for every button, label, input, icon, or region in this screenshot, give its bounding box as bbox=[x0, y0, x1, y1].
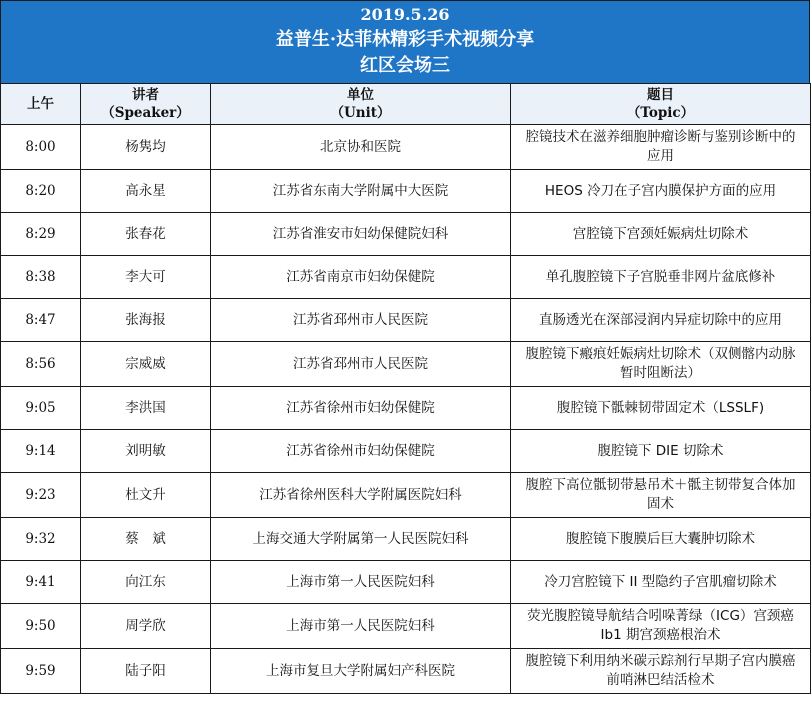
topic-cell: 腹腔镜下利用纳米碳示踪剂行早期子宫内膜癌前哨淋巴结活检术 bbox=[511, 649, 811, 694]
session-date: 2019.5.26 bbox=[360, 5, 450, 24]
header-topic-en: （Topic） bbox=[626, 105, 695, 121]
speaker-cell: 陆子阳 bbox=[81, 649, 211, 694]
speaker-cell: 蔡 斌 bbox=[81, 518, 211, 561]
table-row bbox=[1, 213, 811, 256]
table-header-row bbox=[1, 84, 811, 125]
time-cell: 8:47 bbox=[1, 299, 81, 342]
unit-cell: 上海市第一人民医院妇科 bbox=[211, 561, 511, 604]
session-title: 益普生·达菲林精彩手术视频分享 bbox=[275, 29, 535, 50]
speaker-cell: 张海报 bbox=[81, 299, 211, 342]
speaker-cell: 高永星 bbox=[81, 170, 211, 213]
time-cell: 9:59 bbox=[1, 649, 81, 694]
unit-cell: 江苏省徐州医科大学附属医院妇科 bbox=[211, 473, 511, 518]
time-cell: 9:41 bbox=[1, 561, 81, 604]
unit-cell: 江苏省东南大学附属中大医院 bbox=[211, 170, 511, 213]
unit-cell: 上海市第一人民医院妇科 bbox=[211, 604, 511, 649]
unit-cell: 江苏省徐州市妇幼保健院 bbox=[211, 430, 511, 473]
time-cell: 8:38 bbox=[1, 256, 81, 299]
topic-cell: 腹腔镜下 DIE 切除术 bbox=[511, 430, 811, 473]
session-venue: 红区会场三 bbox=[360, 55, 450, 76]
table-row bbox=[1, 561, 811, 604]
header-speaker-cn: 讲者 bbox=[132, 87, 159, 103]
topic-cell: 腹腔镜下腹膜后巨大囊肿切除术 bbox=[511, 518, 811, 561]
unit-cell: 江苏省邳州市人民医院 bbox=[211, 299, 511, 342]
speaker-cell: 张春花 bbox=[81, 213, 211, 256]
speaker-cell: 周学欣 bbox=[81, 604, 211, 649]
table-row bbox=[1, 256, 811, 299]
header-topic-cn: 题目 bbox=[647, 87, 674, 103]
topic-cell: HEOS 冷刀在子宫内膜保护方面的应用 bbox=[511, 170, 811, 213]
schedule-banner bbox=[0, 0, 810, 83]
header-time: 上午 bbox=[1, 84, 81, 125]
time-cell: 9:23 bbox=[1, 473, 81, 518]
time-cell: 8:20 bbox=[1, 170, 81, 213]
speaker-cell: 刘明敏 bbox=[81, 430, 211, 473]
time-cell: 9:14 bbox=[1, 430, 81, 473]
header-unit-cn: 单位 bbox=[347, 87, 374, 103]
time-cell: 8:56 bbox=[1, 342, 81, 387]
time-cell: 9:50 bbox=[1, 604, 81, 649]
speaker-cell: 杨隽均 bbox=[81, 125, 211, 170]
header-speaker bbox=[81, 84, 211, 125]
unit-cell: 上海市复旦大学附属妇产科医院 bbox=[211, 649, 511, 694]
table-row bbox=[1, 518, 811, 561]
header-unit bbox=[211, 84, 511, 125]
table-row bbox=[1, 473, 811, 518]
speaker-cell: 向江东 bbox=[81, 561, 211, 604]
speaker-cell: 李洪国 bbox=[81, 387, 211, 430]
header-unit-en: （Unit） bbox=[330, 105, 391, 121]
time-cell: 9:32 bbox=[1, 518, 81, 561]
topic-cell: 宫腔镜下宫颈妊娠病灶切除术 bbox=[511, 213, 811, 256]
table-row bbox=[1, 170, 811, 213]
speaker-cell: 宗威威 bbox=[81, 342, 211, 387]
table-row bbox=[1, 125, 811, 170]
speaker-cell: 李大可 bbox=[81, 256, 211, 299]
time-cell: 8:00 bbox=[1, 125, 81, 170]
topic-cell: 腹腔镜下骶棘韧带固定术（LSSLF) bbox=[511, 387, 811, 430]
table-row bbox=[1, 649, 811, 694]
table-row bbox=[1, 430, 811, 473]
topic-cell: 腔镜技术在滋养细胞肿瘤诊断与鉴别诊断中的应用 bbox=[511, 125, 811, 170]
unit-cell: 江苏省南京市妇幼保健院 bbox=[211, 256, 511, 299]
unit-cell: 上海交通大学附属第一人民医院妇科 bbox=[211, 518, 511, 561]
unit-cell: 江苏省淮安市妇幼保健院妇科 bbox=[211, 213, 511, 256]
topic-cell: 荧光腹腔镜导航结合吲哚菁绿（ICG）宫颈癌 Ib1 期宫颈癌根治术 bbox=[511, 604, 811, 649]
speaker-cell: 杜文升 bbox=[81, 473, 211, 518]
topic-cell: 腹腔镜下瘢痕妊娠病灶切除术（双侧髂内动脉暂时阻断法） bbox=[511, 342, 811, 387]
time-cell: 8:29 bbox=[1, 213, 81, 256]
table-row bbox=[1, 342, 811, 387]
header-topic bbox=[511, 84, 811, 125]
unit-cell: 江苏省徐州市妇幼保健院 bbox=[211, 387, 511, 430]
topic-cell: 冷刀宫腔镜下 II 型隐约子宫肌瘤切除术 bbox=[511, 561, 811, 604]
topic-cell: 腹腔下高位骶韧带悬吊术＋骶主韧带复合体加固术 bbox=[511, 473, 811, 518]
table-row bbox=[1, 299, 811, 342]
topic-cell: 直肠透光在深部浸润内异症切除中的应用 bbox=[511, 299, 811, 342]
table-row bbox=[1, 604, 811, 649]
unit-cell: 江苏省邳州市人民医院 bbox=[211, 342, 511, 387]
time-cell: 9:05 bbox=[1, 387, 81, 430]
schedule-table bbox=[0, 83, 811, 694]
table-row bbox=[1, 387, 811, 430]
header-speaker-en: （Speaker） bbox=[101, 105, 190, 121]
unit-cell: 北京协和医院 bbox=[211, 125, 511, 170]
topic-cell: 单孔腹腔镜下子宫脱垂非网片盆底修补 bbox=[511, 256, 811, 299]
